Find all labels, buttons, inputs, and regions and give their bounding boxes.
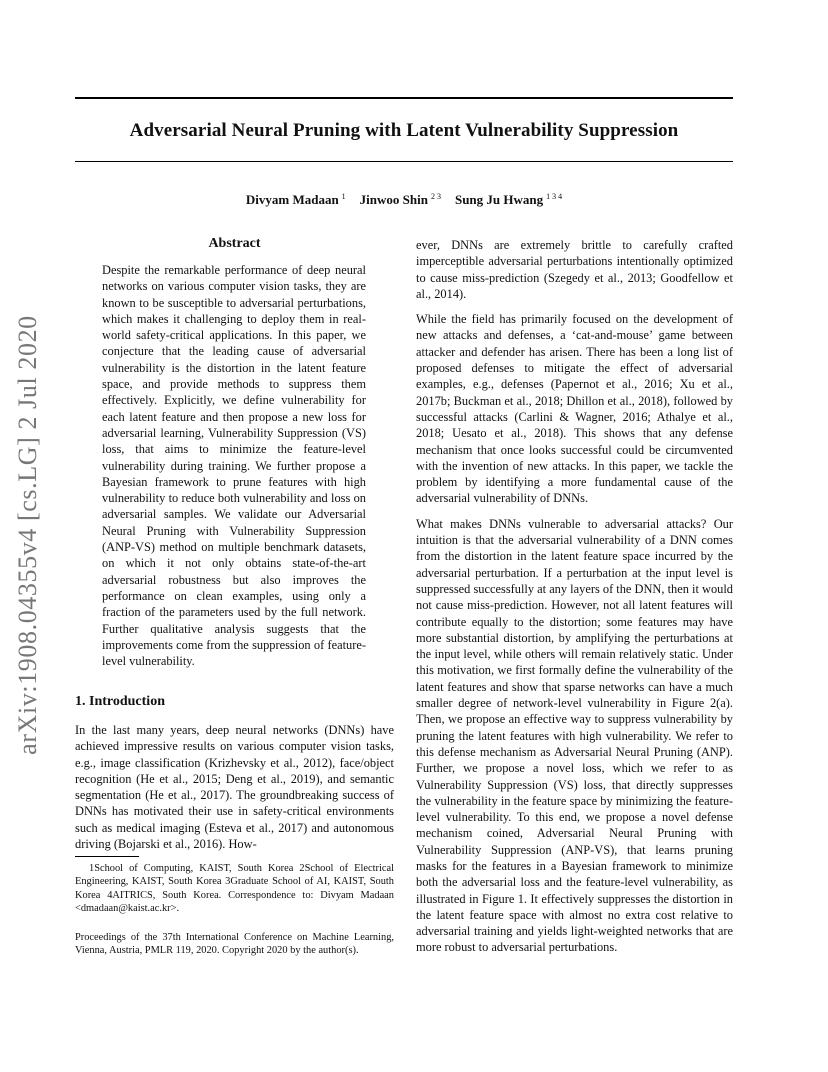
paper-title: Adversarial Neural Pruning with Latent Vulnerability Suppression [129, 120, 679, 141]
introduction-heading: 1. Introduction [75, 694, 165, 709]
proceedings-note: Proceedings of the 37th International Conference on Machine Learning, Vienna, Austria, PMLR 119, 2020. Copyright 2020 by the author(s). [75, 932, 394, 957]
body-paragraph: What makes DNNs vulnerable to adversarial attacks? Our intuition is that the adversarial vulnerability of a DNN comes from the distortion in the latent feature space incurred by the adversarial perturbation. If a perturbation at the input level is suppressed successfully at any layers of the DNN, then it would not cause miss-prediction. However, not all latent features will contribute equally to the distortion; some features may have more substantial distortion, by amplifying the perturbations at the input level, while others will remain relatively static. Under this motivation, we first formally define the vulnerability of the latent features and show that sparse networks can have a much smaller degree of network-level vulnerability in Figure 2(a). Then, we propose an effective way to suppress vulnerability by pruning the latent features with high vulnerability. We refer to this defense mechanism as Adversarial Neural Pruning (ANP). Further, we propose a novel loss, which we refer to as Vulnerability Suppression (VS) loss, that directly suppresses the vulnerability in the feature space by minimizing the feature-level vulnerability. To this end, we propose a novel defense mechanism coined, Adversarial Neural Pruning with Vulnerability Suppression (ANP-VS), that learns pruning masks for the features in a Bayesian framework to minimize both the adversarial loss and the feature-level vulnerability, as illustrated in Figure 1. It effectively suppresses the distortion in the latent feature space with almost no extra cost relative to adversarial training and yields light-weighted networks that are more robust to adversarial perturbations. [416, 516, 733, 955]
author-name: Divyam Madaan [245, 192, 339, 207]
introduction-text-left: In the last many years, deep neural networks (DNNs) have achieved impressive results on various computer vision tasks, e.g., image classification (Krizhevsky et al., 2012), face/object recognition (He et al., 2015; Deng et al., 2019), and semantic segmentation (He et al., 2017). The groundbreaking success of DNNs has motivated their use in safety-critical environments such as medical imaging (Esteva et al., 2017) and autonomous driving (Bojarski et al., 2016). How- [75, 723, 394, 852]
author-list [75, 192, 733, 208]
author-affiliation: 1 3 4 [546, 192, 563, 201]
abstract-heading: Abstract [208, 236, 261, 251]
title-rule-top [75, 97, 733, 99]
body-paragraph: While the field has primarily focused on the development of new attacks and defenses, a ‘cat-and-mouse’ game between attacker and defender has arisen. There has been a long list of proposed defenses to mitigate the effect of adversarial examples, e.g., defenses (Papernot et al., 2016; Xu et al., 2017b; Buckman et al., 2018; Dhillon et al., 2018), followed by successful attacks (Carlini & Wagner, 2016; Athalye et al., 2018; Uesato et al., 2018). This shows that any defense mechanism that once looks successful could be circumvented with the invention of new attacks. In this paper, we tackle the problem by identifying a more fundamental cause of the adversarial vulnerability of DNNs. [416, 312, 733, 506]
title-rule-bottom [75, 161, 733, 162]
author-affiliation: 2 3 [430, 192, 441, 201]
author-name: Jinwoo Shin [359, 192, 428, 207]
affiliation-footnote: 1School of Computing, KAIST, South Korea 2School of Electrical Engineering, KAIST, South Korea 3Graduate School of AI, KAIST, South Korea 4AITRICS, South Korea. Correspondence to: Divyam Madaan <dmadaan@kaist.ac.kr>. [75, 863, 394, 914]
footnote-rule [75, 856, 139, 857]
introduction-text-right [416, 237, 733, 965]
arxiv-identifier: arXiv:1908.04355v4 [cs.LG] 2 Jul 2020 [13, 315, 42, 755]
author-affiliation: 1 [341, 192, 346, 201]
author-name: Sung Ju Hwang [454, 192, 544, 207]
abstract-text: Despite the remarkable performance of deep neural networks on various computer vision tasks, they are known to be susceptible to adversarial perturbations, which makes it challenging to deploy them in real-world safety-critical applications. In this paper, we conjecture that the leading cause of adversarial vulnerability is the distortion in the latent feature space, and provide methods to suppress them effectively. Explicitly, we define vulnerability for each latent feature and then propose a new loss for adversarial learning, Vulnerability Suppression (VS) loss, that aims to minimize the feature-level vulnerability during training. We further propose a Bayesian framework to prune features with high vulnerability to reduce both vulnerability and loss on adversarial samples. We validate our Adversarial Neural Pruning with Vulnerability Suppression (ANP-VS) method on multiple benchmark datasets, on which it not only obtains state-of-the-art adversarial robustness but also improves the performance on clean examples, using only a fraction of the parameters used by the full network. Further qualitative analysis suggests that the improvements come from the suppression of feature-level vulnerability. [102, 263, 366, 669]
body-paragraph: ever, DNNs are extremely brittle to carefully crafted imperceptible adversarial perturbations intentionally optimized to cause miss-prediction (Szegedy et al., 2013; Goodfellow et al., 2014). [416, 238, 733, 301]
